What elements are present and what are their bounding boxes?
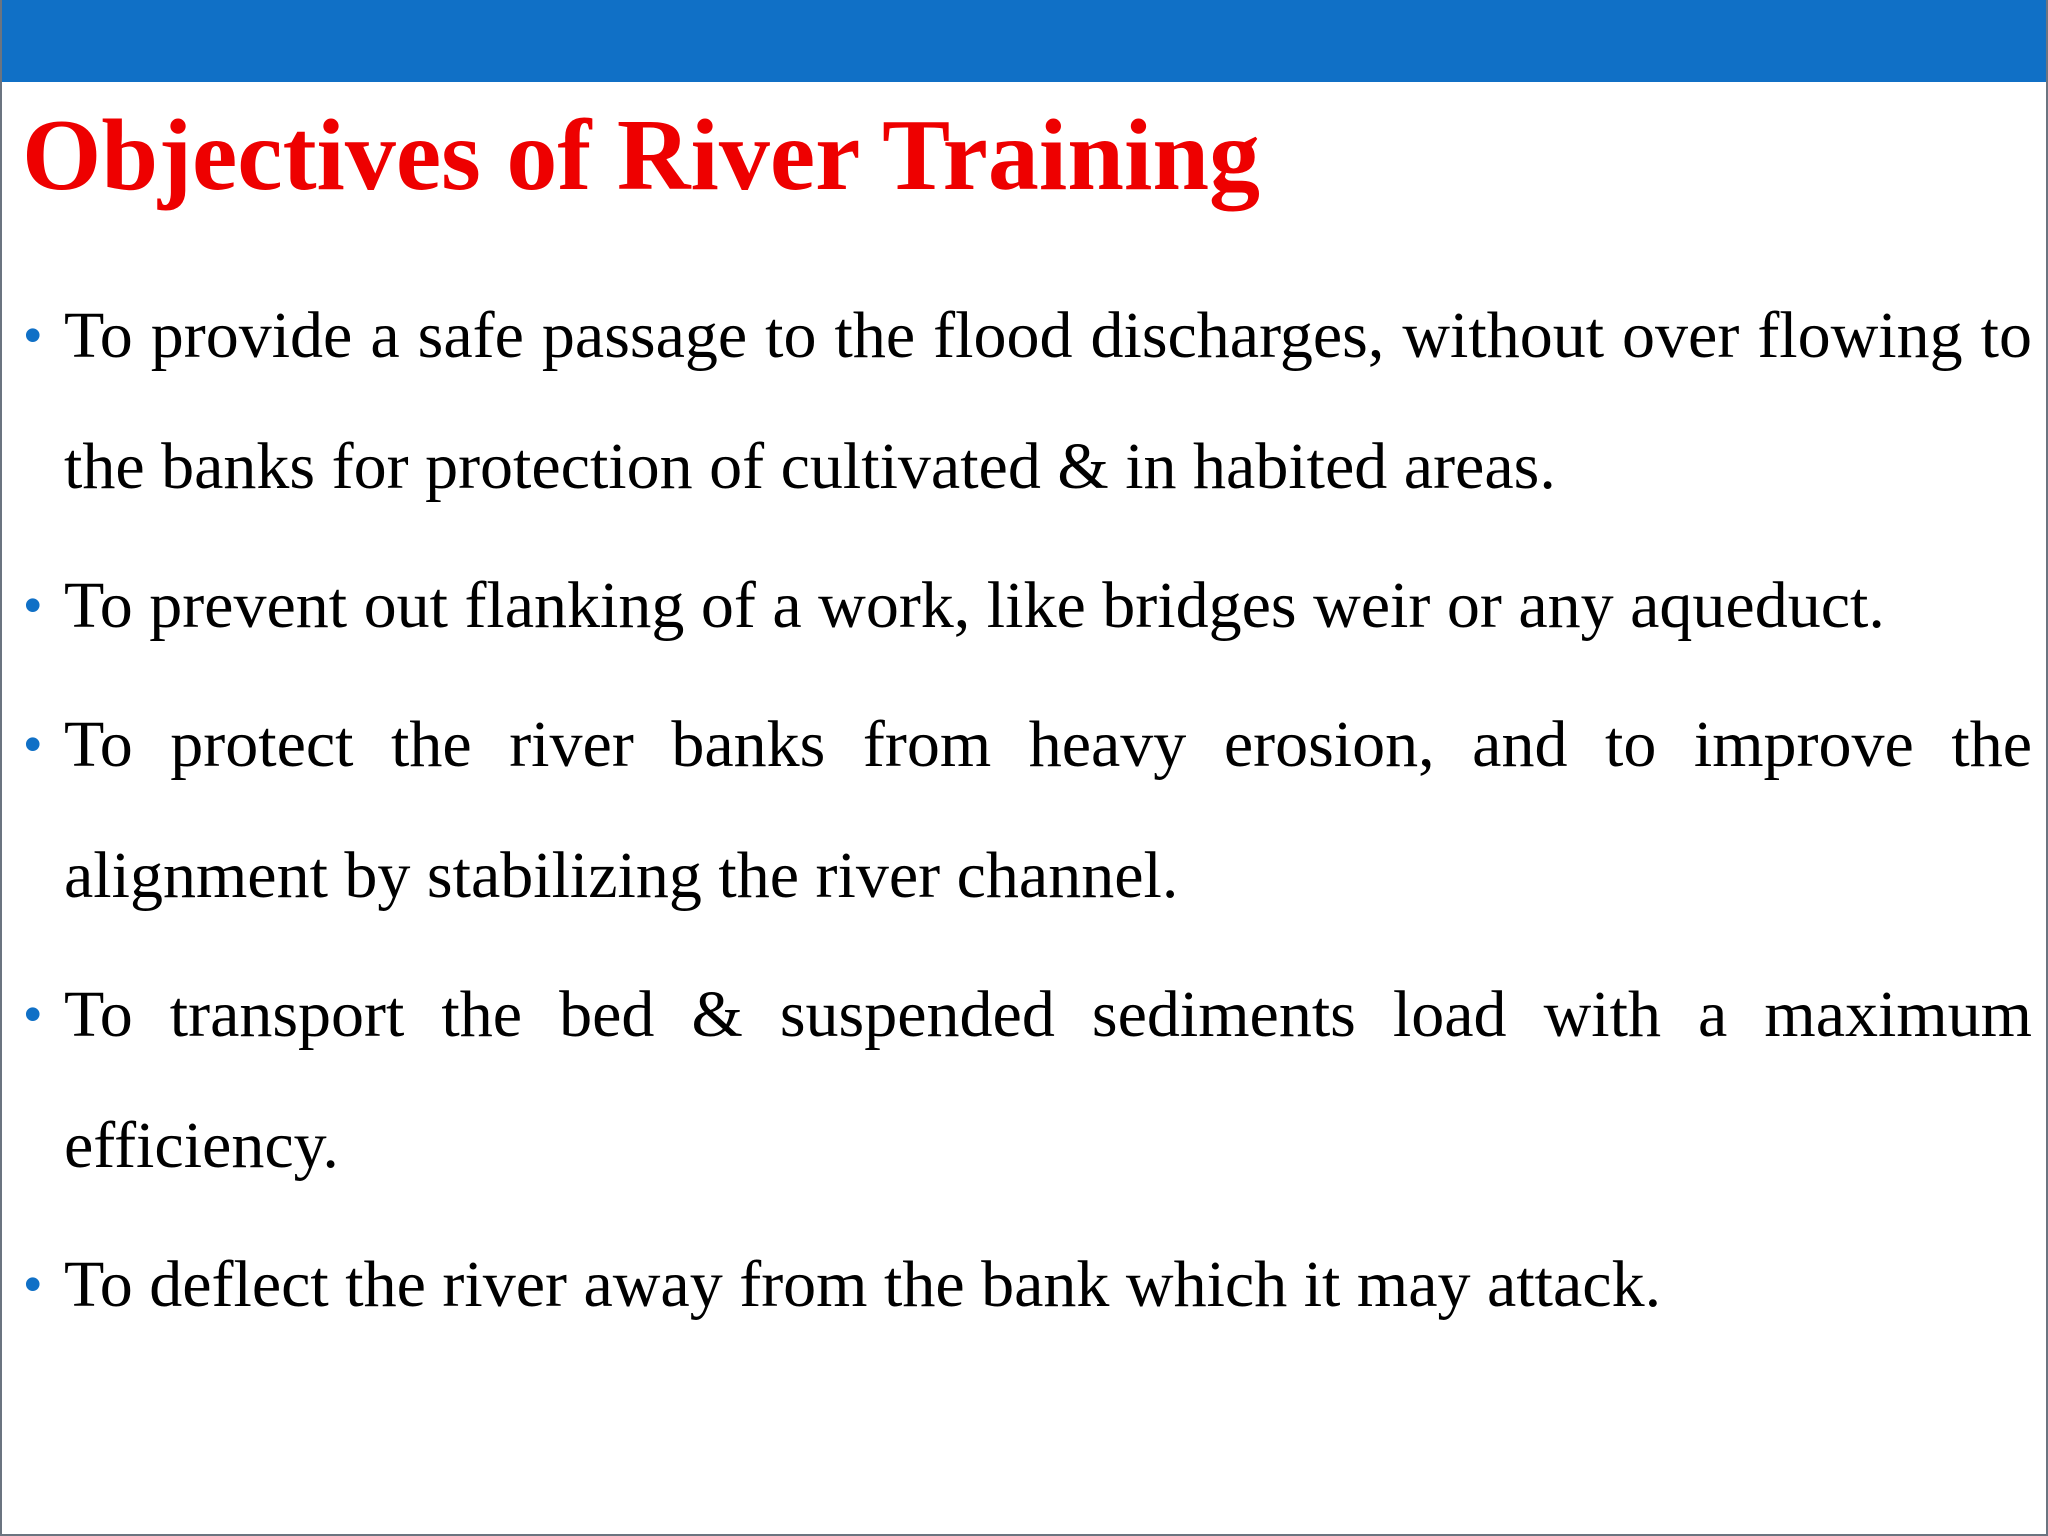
bullet-text: To prevent out flanking of a work, like bridges weir or any aqueduct. <box>64 569 1885 642</box>
bullet-dot-icon: • <box>24 1256 42 1312</box>
bullet-dot-icon: • <box>24 577 42 633</box>
bullet-item <box>2 949 2048 1211</box>
top-accent-bar <box>2 0 2046 82</box>
bullet-dot-icon: • <box>24 716 42 772</box>
bullet-text: To protect the river banks from heavy erosion, and to improve the alignment by stabilizing the river channel. <box>64 708 2032 912</box>
slide-title: Objectives of River Training <box>22 99 1261 212</box>
bullet-dot-icon: • <box>24 986 42 1042</box>
bullet-text: To deflect the river away from the bank which it may attack. <box>64 1248 1662 1321</box>
bullet-text: To transport the bed & suspended sediments load with a maximum efficiency. <box>64 978 2032 1182</box>
bullet-list <box>2 270 2048 1358</box>
bullet-item <box>2 679 2048 941</box>
bullet-text: To provide a safe passage to the flood discharges, without over flowing to the banks for protection of cultivated & in habited areas. <box>64 299 2032 503</box>
bullet-item <box>2 1219 2048 1350</box>
bullet-item <box>2 540 2048 671</box>
bullet-dot-icon: • <box>24 307 42 363</box>
bullet-item <box>2 270 2048 532</box>
